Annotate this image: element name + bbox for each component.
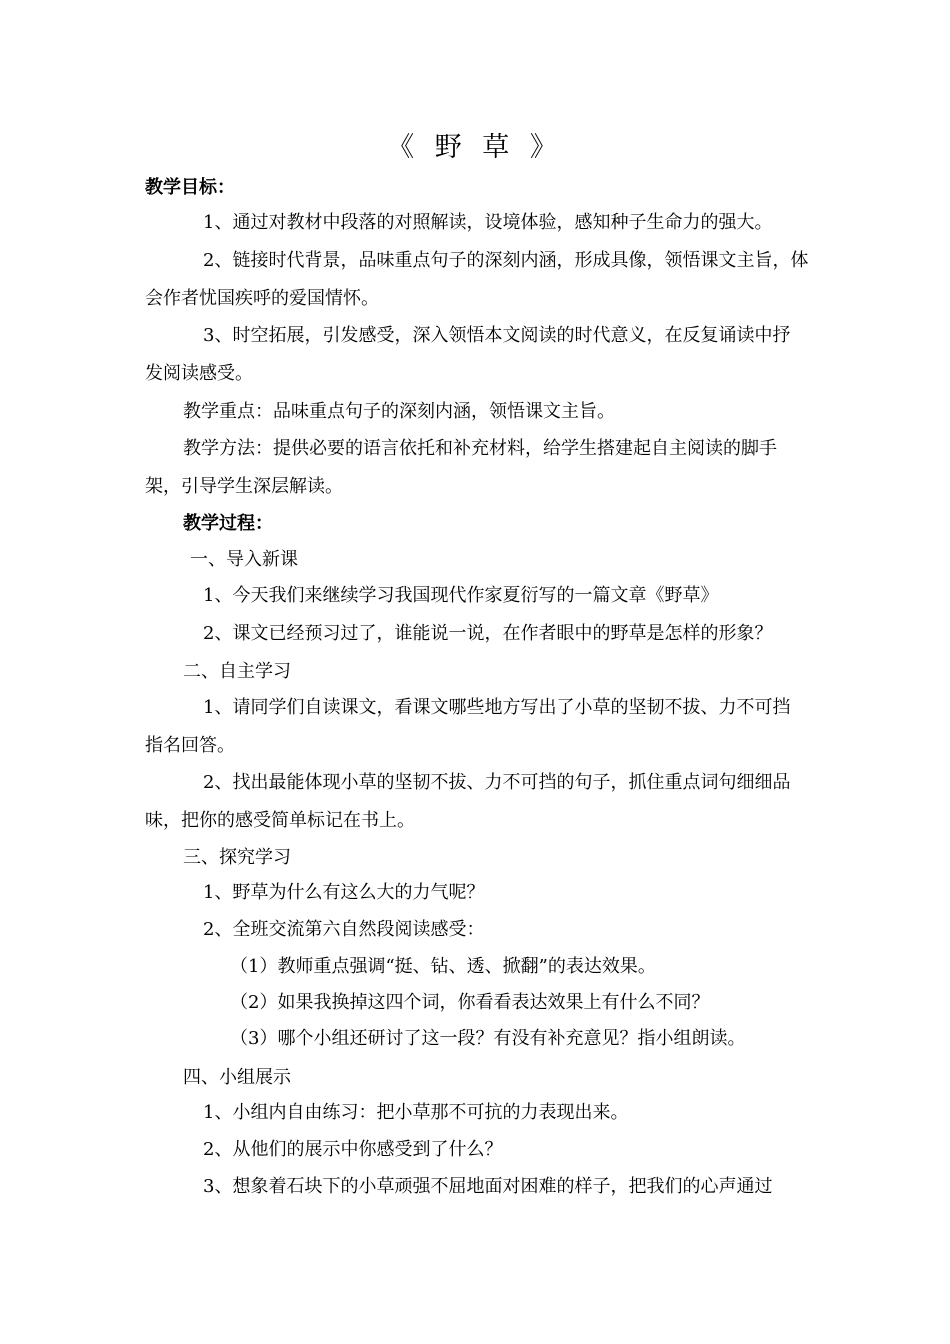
section-1-item-1: 1、今天我们来继续学习我国现代作家夏衍写的一篇文章《野草》 bbox=[203, 585, 719, 606]
method-line-1: 教学方法：提供必要的语言依托和补充材料，给学生搭建起自主阅读的脚手 bbox=[183, 438, 777, 459]
key-point: 教学重点：品味重点句子的深刻内涵，领悟课文主旨。 bbox=[183, 401, 615, 422]
section-2-item-2-line-2: 味，把你的感受简单标记在书上。 bbox=[145, 810, 415, 831]
goals-heading: 教学目标： bbox=[145, 177, 235, 198]
process-heading: 教学过程： bbox=[183, 513, 273, 534]
section-3-item-2: 2、全班交流第六自然段阅读感受： bbox=[203, 919, 485, 940]
section-3-subitem-1: （1）教师重点强调“挺、钻、透、掀翻”的表达效果。 bbox=[230, 956, 656, 977]
goal-item-2-line-2: 会作者忧国疾呼的爱国情怀。 bbox=[145, 288, 379, 309]
goal-item-3-line-1: 3、时空拓展，引发感受，深入领悟本文阅读的时代意义，在反复诵读中抒 bbox=[203, 325, 791, 346]
section-3-subitem-2: （2）如果我换掉这四个词，你看看表达效果上有什么不同？ bbox=[230, 992, 710, 1013]
section-4-item-2: 2、从他们的展示中你感受到了什么？ bbox=[203, 1139, 503, 1160]
goal-item-2-line-1: 2、链接时代背景，品味重点句子的深刻内涵，形成具像，领悟课文主旨，体 bbox=[203, 250, 809, 271]
section-4-item-1: 1、小组内自由练习：把小草那不可抗的力表现出来。 bbox=[203, 1102, 629, 1123]
goal-item-1: 1、通过对教材中段落的对照解读，设境体验，感知种子生命力的强大。 bbox=[203, 212, 773, 233]
section-2-item-1-line-2: 指名回答。 bbox=[145, 735, 235, 756]
section-2-item-2-line-1: 2、找出最能体现小草的坚韧不拔、力不可挡的句子，抓住重点词句细细品 bbox=[203, 772, 791, 793]
page-title: 《 野 草 》 bbox=[387, 132, 563, 163]
section-4-title: 四、小组展示 bbox=[183, 1067, 291, 1088]
section-3-item-1: 1、野草为什么有这么大的力气呢？ bbox=[203, 882, 485, 903]
section-1-title: 一、导入新课 bbox=[190, 549, 298, 570]
section-4-item-3: 3、想象着石块下的小草顽强不屈地面对困难的样子，把我们的心声通过 bbox=[203, 1176, 773, 1197]
section-3-subitem-3: （3）哪个小组还研讨了这一段？有没有补充意见？指小组朗读。 bbox=[230, 1028, 746, 1049]
section-1-item-2: 2、课文已经预习过了，谁能说一说，在作者眼中的野草是怎样的形象？ bbox=[203, 623, 773, 644]
goal-item-3-line-2: 发阅读感受。 bbox=[145, 363, 253, 384]
method-line-2: 架，引导学生深层解读。 bbox=[145, 476, 343, 497]
section-3-title: 三、探究学习 bbox=[183, 847, 291, 868]
section-2-item-1-line-1: 1、请同学们自读课文，看课文哪些地方写出了小草的坚韧不拔、力不可挡 bbox=[203, 697, 791, 718]
section-2-title: 二、自主学习 bbox=[183, 661, 291, 682]
